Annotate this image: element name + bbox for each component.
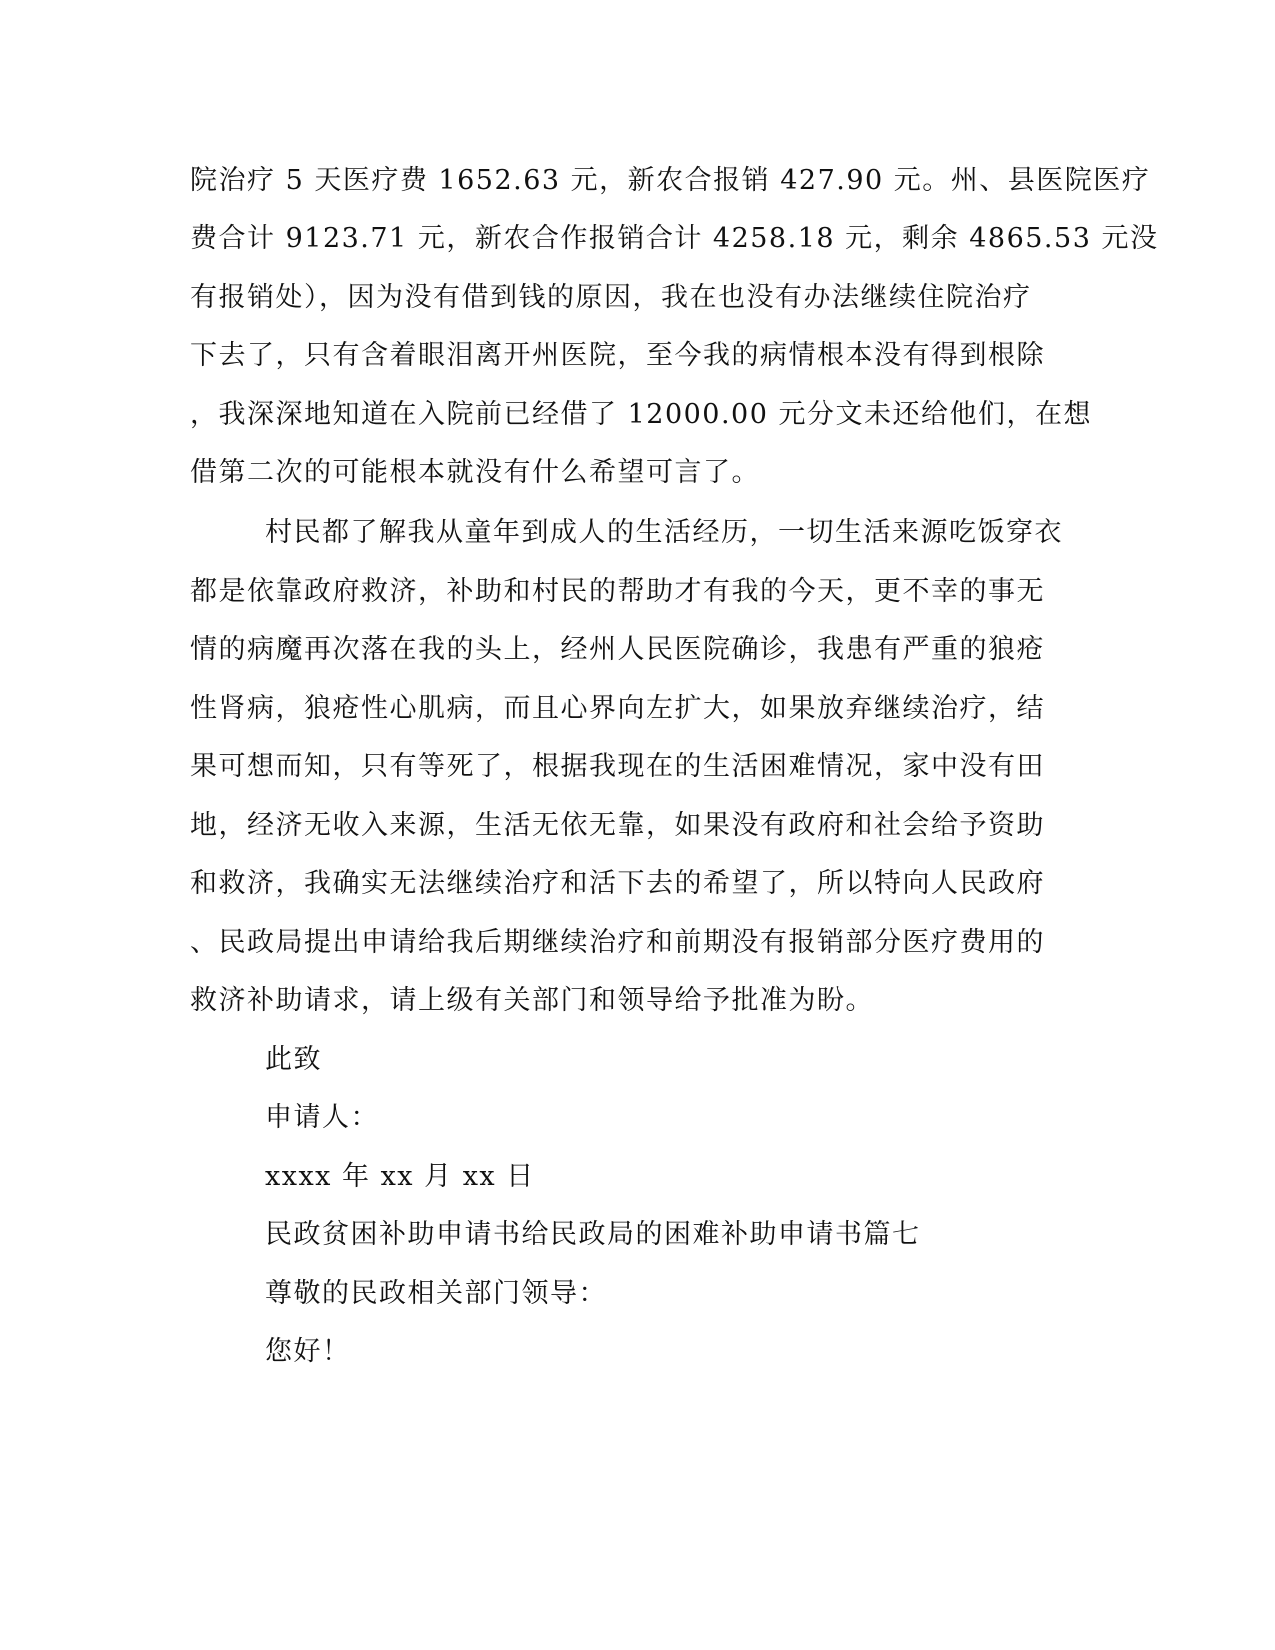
closing: 此致 (265, 1044, 322, 1075)
paragraph-2-line-1: 村民都了解我从童年到成人的生活经历，一切生活来源吃饭穿衣 (265, 517, 1063, 548)
paragraph-1-line-3: 有报销处），因为没有借到钱的原因，我在也没有办法继续住院治疗 (190, 282, 1032, 313)
applicant-label: 申请人： (265, 1102, 379, 1133)
paragraph-1-line-6: 借第二次的可能根本就没有什么希望可言了。 (190, 457, 760, 488)
paragraph-2-line-2: 都是依靠政府救济，补助和村民的帮助才有我的今天，更不幸的事无 (190, 576, 1045, 607)
greeting: 您好！ (265, 1336, 351, 1367)
paragraph-1-line-4: 下去了，只有含着眼泪离开州医院，至今我的病情根本没有得到根除 (190, 340, 1045, 371)
paragraph-1-line-1: 院治疗 5 天医疗费 1652.63 元，新农合报销 427.90 元。州、县医院医疗 (190, 165, 1151, 196)
paragraph-2-line-7: 和救济，我确实无法继续治疗和活下去的希望了，所以特向人民政府 (190, 868, 1045, 899)
salutation: 尊敬的民政相关部门领导： (265, 1278, 607, 1309)
paragraph-2-line-9: 救济补助请求，请上级有关部门和领导给予批准为盼。 (190, 985, 874, 1016)
paragraph-2-line-8: 、民政局提出申请给我后期继续治疗和前期没有报销部分医疗费用的 (190, 927, 1045, 958)
paragraph-1-line-5: ，我深深地知道在入院前已经借了 12000.00 元分文未还给他们，在想 (190, 399, 1092, 430)
paragraph-2-line-5: 果可想而知，只有等死了，根据我现在的生活困难情况，家中没有田 (190, 751, 1045, 782)
paragraph-2-line-6: 地，经济无收入来源，生活无依无靠，如果没有政府和社会给予资助 (190, 810, 1045, 841)
section-title: 民政贫困补助申请书给民政局的困难补助申请书篇七 (265, 1219, 921, 1250)
paragraph-2-line-3: 情的病魔再次落在我的头上，经州人民医院确诊，我患有严重的狼疮 (190, 634, 1045, 665)
paragraph-1-line-2: 费合计 9123.71 元，新农合作报销合计 4258.18 元，剩余 4865.53 元没 (190, 223, 1159, 254)
paragraph-2-line-4: 性肾病，狼疮性心肌病，而且心界向左扩大，如果放弃继续治疗，结 (190, 693, 1045, 724)
date: xxxx 年 xx 月 xx 日 (265, 1161, 535, 1192)
